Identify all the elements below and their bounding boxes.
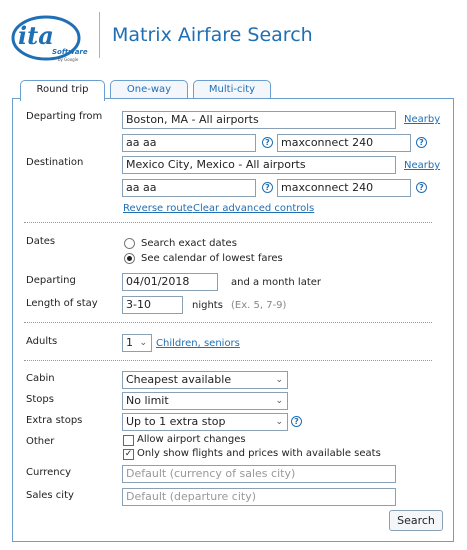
logo-by: by Google (58, 57, 79, 62)
extension-codes-help-icon[interactable]: ? (416, 137, 427, 148)
extra-stops-help-icon[interactable]: ? (291, 416, 302, 427)
other-label: Other (26, 436, 55, 447)
tab-one-way[interactable]: One-way (110, 80, 188, 99)
destination-label: Destination (26, 157, 84, 168)
routing-codes-help-icon[interactable]: ? (262, 182, 273, 193)
departing-extension-codes-input[interactable]: maxconnect 240 (277, 134, 411, 152)
departing-from-label: Departing from (26, 111, 103, 122)
stops-select-value: No limit (126, 394, 169, 407)
currency-input[interactable]: Default (currency of sales city) (122, 465, 396, 483)
routing-codes-help-icon[interactable]: ? (262, 137, 273, 148)
adults-label: Adults (26, 336, 58, 347)
chevron-down-icon: ⌄ (275, 417, 283, 427)
destination-routing-codes-input[interactable]: aa aa (122, 179, 256, 197)
extra-stops-label: Extra stops (26, 415, 83, 426)
adults-select-value: 1 (126, 336, 133, 349)
cabin-label: Cabin (26, 373, 55, 384)
only-available-seats-label: Only show flights and prices with available seats (137, 448, 381, 459)
calendar-lowest-fares-label: See calendar of lowest fares (141, 253, 283, 264)
stops-select[interactable] (122, 392, 288, 410)
extra-stops-select-value: Up to 1 extra stop (126, 415, 226, 428)
length-of-stay-hint: (Ex. 5, 7-9) (231, 300, 287, 311)
reverse-route-link[interactable]: Reverse route (123, 203, 193, 214)
section-divider (24, 360, 432, 361)
exact-dates-radio[interactable] (124, 238, 135, 249)
search-button[interactable]: Search (389, 510, 443, 531)
extra-stops-select[interactable] (122, 413, 288, 431)
page-title: Matrix Airfare Search (112, 24, 313, 46)
nights-label: nights (192, 300, 223, 311)
length-of-stay-input[interactable]: 3-10 (122, 296, 183, 314)
destination-input[interactable]: Mexico City, Mexico - All airports (122, 156, 396, 174)
tab-round-trip[interactable]: Round trip (20, 80, 105, 101)
calendar-lowest-fares-radio[interactable] (124, 253, 135, 264)
allow-airport-changes-label: Allow airport changes (137, 434, 246, 445)
section-divider (24, 322, 432, 323)
departing-routing-codes-input[interactable]: aa aa (122, 134, 256, 152)
ita-logo-mark (10, 12, 90, 64)
cabin-select-value: Cheapest available (126, 373, 232, 386)
chevron-down-icon: ⌄ (275, 396, 283, 406)
sales-city-input[interactable]: Default (departure city) (122, 488, 396, 506)
departing-nearby-link[interactable]: Nearby (404, 114, 441, 125)
dates-label: Dates (26, 236, 56, 247)
ita-software-logo (10, 12, 90, 64)
sales-city-label: Sales city (26, 490, 74, 501)
departing-date-suffix: and a month later (231, 277, 322, 288)
children-seniors-link[interactable]: Children, seniors (156, 338, 240, 349)
stops-label: Stops (26, 394, 54, 405)
only-available-seats-checkbox[interactable]: ✓ (124, 449, 133, 459)
allow-airport-changes-checkbox[interactable] (123, 435, 134, 446)
extension-codes-help-icon[interactable]: ? (416, 182, 427, 193)
chevron-down-icon: ⌄ (139, 338, 147, 348)
chevron-down-icon: ⌄ (275, 375, 283, 385)
tab-multi-city[interactable]: Multi-city (193, 80, 271, 99)
length-of-stay-label: Length of stay (26, 298, 98, 309)
departing-from-input[interactable]: Boston, MA - All airports (122, 111, 396, 129)
section-divider (24, 222, 432, 223)
header-divider (99, 12, 100, 58)
destination-nearby-link[interactable]: Nearby (404, 160, 441, 171)
departing-date-input[interactable]: 04/01/2018 (122, 273, 218, 291)
logo-text: ita (18, 21, 54, 50)
departing-date-label: Departing (26, 275, 76, 286)
clear-advanced-controls-link[interactable]: Clear advanced controls (193, 203, 315, 214)
exact-dates-label: Search exact dates (141, 238, 237, 249)
currency-label: Currency (26, 467, 72, 478)
cabin-select[interactable] (122, 371, 288, 389)
logo-sub: Software (52, 48, 88, 56)
destination-extension-codes-input[interactable]: maxconnect 240 (277, 179, 411, 197)
adults-select[interactable] (122, 334, 152, 352)
